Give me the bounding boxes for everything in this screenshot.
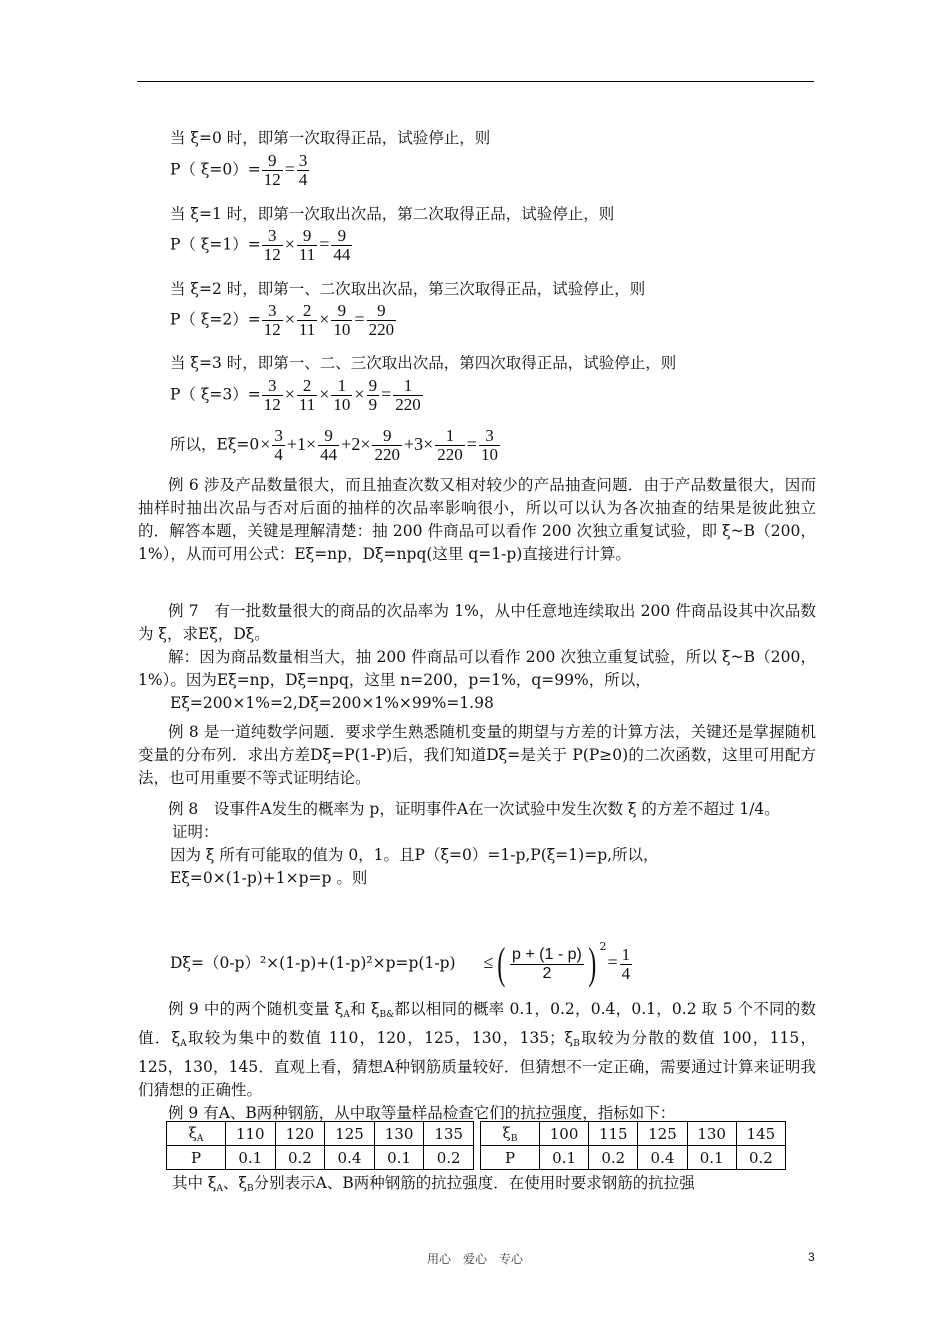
formula-p1-label: P（ ξ=1）= [170, 235, 261, 254]
header-rule [137, 81, 814, 82]
case-0-text: 当 ξ=0 时，即第一次取得正品，试验停止，则 [170, 129, 491, 147]
proof-line-1: 因为 ξ 所有可能取的值为 0，1。且P（ξ=0）=1-p,P(ξ=1)=p,所以， [170, 846, 659, 864]
table-b-header: $\xi_B$ [481, 1122, 540, 1146]
table-steel-b: $\xi_B$ 100 115 125 130 145 P 0.1 0.2 0.4 0.1 0.2 [480, 1121, 786, 1170]
page-footer: 用心 爱心 专心 [426, 1252, 523, 1266]
formula-expectation: 所以，Eξ=0× $\frac{3}{4}$ +1× $\frac{9}{44}$ +2× $\frac{9}{220}$ +3× $\frac{1}{220}$ = $\frac{3}{10}$ [170, 426, 498, 464]
example-7: 例 7 有一批数量很大的商品的次品率为 1%，从中任意地连续取出 200 件商品设其中次品数为 ξ，求Eξ，Dξ。 解：因为商品数量相当大，抽 200 件商品可以看作 200 次独立重复试验，所以 ξ~B（200，1%）。因为Eξ=np，Dξ=npq，这里 n=200，p=1%，q=99%，所以， Eξ=200×1%=2,Dξ=200×1%×99%=1.98 [138, 600, 816, 715]
formula-p3: P（ ξ=3）= $\frac{3}{12}$ × $\frac{2}{11}$ × $\frac{1}{10}$ × $\frac{9}{9}$ = $\frac{1}{220}$ [170, 376, 421, 414]
formula-p0-label: P（ ξ=0）= [170, 160, 261, 179]
example-6-explanation: 例 6 涉及产品数量很大，而且抽查次数又相对较少的产品抽查问题．由于产品数量很大，因而抽样时抽出次品与否对后面的抽样的次品率影响很小，所以可以认为各次抽查的结果是彼此独立的．解答本题，关键是理解清楚：抽 200 件商品可以看作 200 次独立重复试验，即 ξ~B（200，1%），从而可用公式：Eξ=np，Dξ=npq(这里 q=1-p)直接进行计算。 [138, 476, 816, 563]
expectation-label: 所以，Eξ=0 [170, 435, 260, 454]
formula-p2-label: P（ ξ=2）= [170, 310, 261, 329]
formula-p0: P（ ξ=0）= $\frac{9}{12}$ = $\frac{3}{4}$ [170, 151, 308, 189]
solution: 解：因为商品数量相当大，抽 200 件商品可以看作 200 次独立重复试验，所以 ξ~B（200，1%）。因为Eξ=np，Dξ=npq，这里 n=200，p=1%，q=99%，所以， [138, 648, 816, 689]
example-9-question: 例 9 有A、B两种钢筋，从中取等量样品检查它们的抗拉强度，指标如下： [168, 1104, 676, 1122]
table-a-header: $\xi_A$ [167, 1122, 226, 1146]
proof-label: 证明： [172, 823, 219, 841]
solution-result: Eξ=200×1%=2,Dξ=200×1%×99%=1.98 [170, 694, 494, 712]
page-number: 3 [808, 1250, 815, 1264]
final-line: 其中 $\xi_A$、$\xi_B$分别表示A、B两种钢筋的抗拉强度．在使用时要求钢筋的抗拉强 [172, 1174, 695, 1194]
example-9-explanation: 例 9 中的两个随机变量 $\xi_A$和 $\xi_{B\&}$都以相同的概率 0.1，0.2，0.4，0.1，0.2 取 5 个不同的数值．$\xi_A$取较为集中的数值 110，120，125，130，135；$\xi_B$取较为分散的数值 100，115，125，130，145．直观上看，猜想A种钢筋质量较好．但猜想不一定正确，需要通过计算来证明我们猜想的正确性。 例 9 有A、B两种钢筋，从中取等量样品检查它们的抗拉强度，指标如下： [138, 998, 816, 1125]
case-3-text: 当 ξ=3 时，即第一、二、三次取出次品，第四次取得正品，试验停止，则 [170, 354, 677, 372]
example-8: 例 8 设事件A发生的概率为 p，证明事件A在一次试验中发生次数 ξ 的方差不超过 1/4。 证明： 因为 ξ 所有可能取的值为 0，1。且P（ξ=0）=1-p,P(ξ=1)=p,所以， Eξ=0×(1-p)+1×p=p 。则 [138, 798, 816, 890]
variance-expression: Dξ=（0-p）²×(1-p)+(1-p)²×p=p(1-p) [170, 954, 456, 972]
proof-line-2: Eξ=0×(1-p)+1×p=p 。则 [170, 869, 368, 887]
case-2-text: 当 ξ=2 时，即第一、二次取出次品，第三次取得正品，试验停止，则 [170, 280, 646, 298]
variance-formula: Dξ=（0-p）²×(1-p)+(1-p)²×p=p(1-p) ≤( $\frac{p + (1 - p)}{2}$ ) $^2$= $\frac{1}{4}$ [170, 939, 631, 988]
case-1-text: 当 ξ=1 时，即第一次取出次品，第二次取得正品，试验停止，则 [170, 205, 615, 223]
formula-p3-label: P（ ξ=3）= [170, 385, 261, 404]
formula-p1: P（ ξ=1）= $\frac{3}{12}$ × $\frac{9}{11}$ = $\frac{9}{44}$ [170, 226, 351, 264]
formula-p2: P（ ξ=2）= $\frac{3}{12}$ × $\frac{2}{11}$ × $\frac{9}{10}$ = $\frac{9}{220}$ [170, 301, 395, 339]
table-steel-a: $\xi_A$ 110 120 125 130 135 P 0.1 0.2 0.4 0.1 0.2 [166, 1121, 474, 1170]
example-8-explanation: 例 8 是一道纯数学问题．要求学生熟悉随机变量的期望与方差的计算方法，关键还是掌握随机变量的分布列．求出方差Dξ=P(1-P)后，我们知道Dξ=是关于 P(P≥0)的二次函数，这里可用配方法，也可用重要不等式证明结论。 [138, 723, 816, 787]
